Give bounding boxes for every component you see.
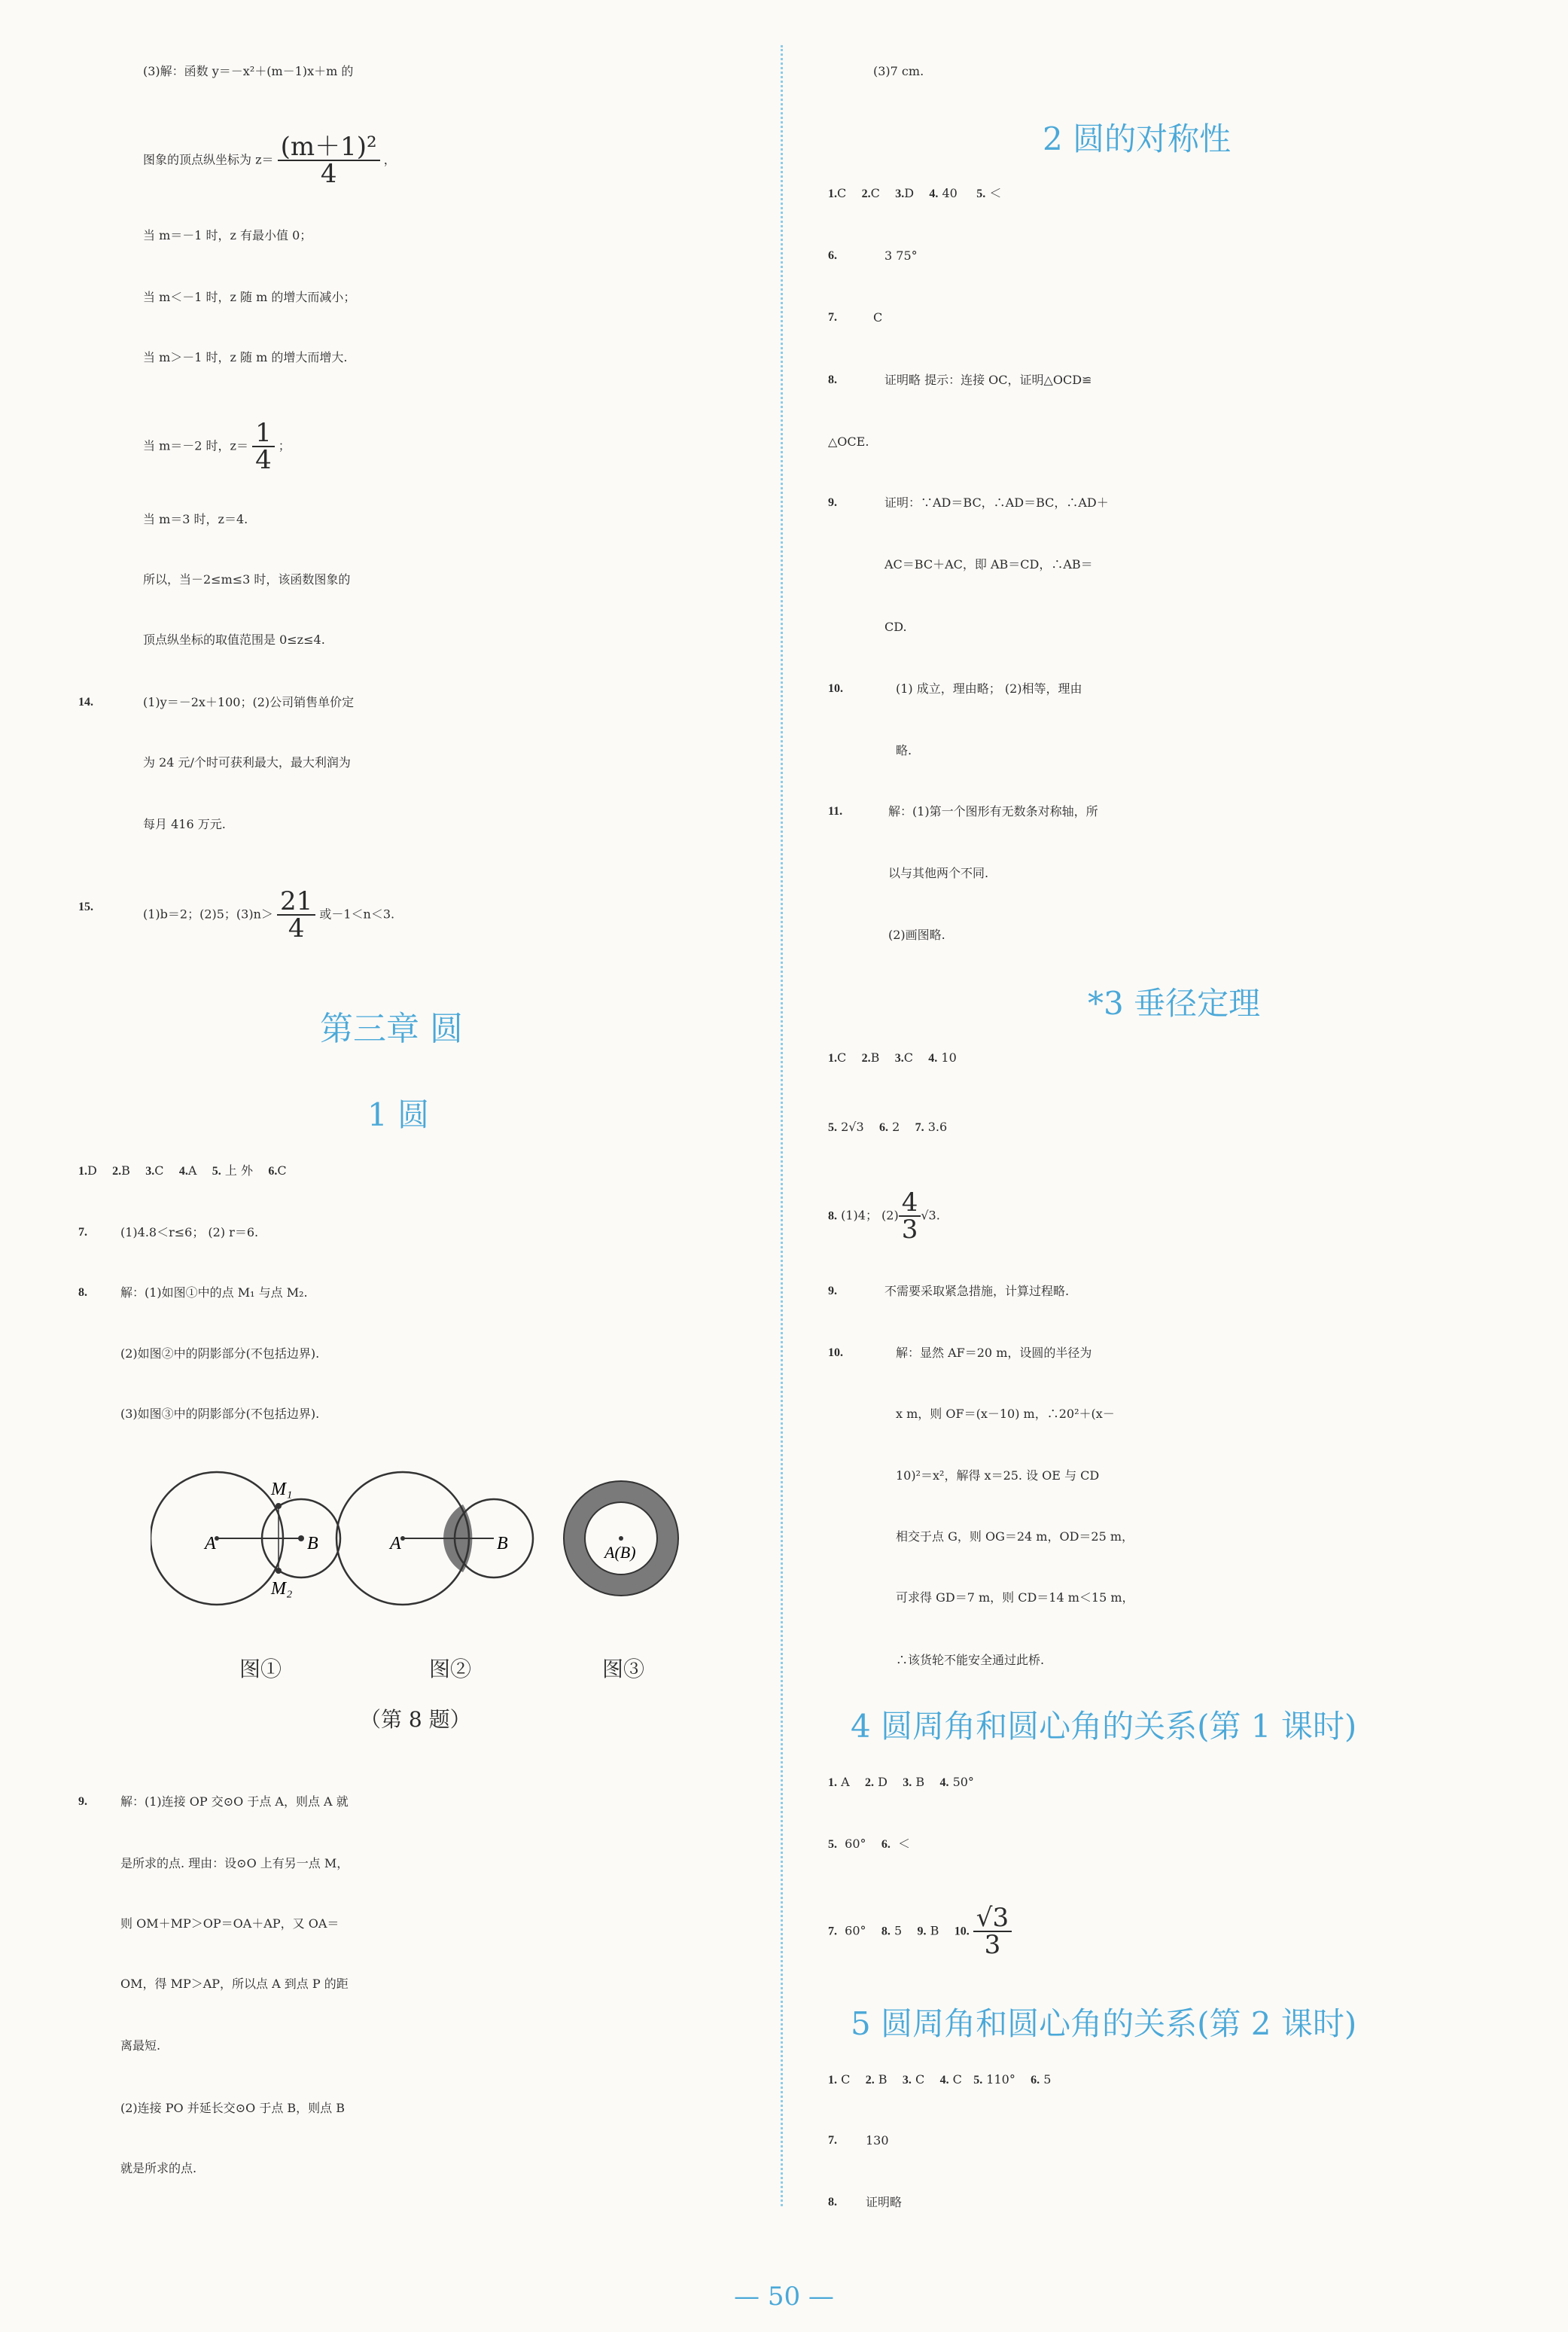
question-number: 2.: [861, 187, 871, 200]
answer: B: [930, 1923, 939, 1938]
answer-row: [828, 1905, 1012, 1958]
text-line: 解：(1)第一个图形有无数条对称轴，所: [888, 804, 1098, 818]
question-number: 9.: [78, 1795, 87, 1808]
text-line: (1)4.8＜r≤6； (2) r＝6.: [120, 1225, 259, 1239]
question-number: 3.: [895, 187, 905, 200]
answer: 110°: [986, 2072, 1015, 2087]
text-line: 相交于点 G，则 OG＝24 m，OD＝25 m，: [896, 1529, 1134, 1544]
question-number: 1.: [828, 2074, 837, 2087]
answer: C: [915, 2072, 925, 2087]
section-title: 2 圆的对称性: [1043, 120, 1232, 157]
text-line: C: [873, 310, 883, 325]
text-line: 证明：∵AD＝BC，∴AD＝BC，∴AD＋: [884, 495, 1109, 510]
text-line: [143, 134, 396, 187]
text-segment: ，: [383, 152, 396, 167]
question-number: 5.: [973, 2074, 983, 2087]
text-line: [143, 420, 291, 473]
question-number: 3.: [902, 2074, 912, 2087]
question-number: 7.: [828, 2134, 837, 2147]
text-line: (2)如图②中的阴影部分(不包括边界).: [120, 1346, 320, 1361]
answer: B: [121, 1163, 130, 1178]
answer: B: [878, 2072, 888, 2087]
figure-label: 图③: [602, 1657, 645, 1681]
question-number: 8.: [881, 1925, 891, 1938]
text-line: 为 24 元/个时可获利最大，最大利润为: [143, 755, 351, 770]
answer: 40: [942, 186, 958, 200]
question-number: 1.: [828, 187, 837, 200]
answer-row: [828, 175, 1001, 213]
text-line: (3)7 cm.: [873, 64, 924, 78]
text-line: x m，则 OF＝(x－10) m，∴20²＋(x－: [896, 1407, 1115, 1421]
text-line: AC＝BC＋AC，即 AB＝CD，∴AB＝: [884, 557, 1093, 572]
text-line: 则 OM＋MP＞OP＝OA＋AP，又 OA＝: [120, 1916, 339, 1931]
answer: A: [841, 1775, 850, 1789]
answer: B: [915, 1775, 925, 1789]
text-segment: (1)b＝2；(2)5；(3)n＞: [143, 907, 273, 922]
text-line: (3)解：函数 y＝－x²＋(m－1)x＋m 的: [143, 64, 354, 78]
answer: 2√3: [841, 1120, 864, 1134]
text-line: 可求得 GD＝7 m，则 CD＝14 m＜15 m，: [896, 1590, 1134, 1605]
fraction-denominator: 3: [984, 1930, 1001, 1960]
text-line: 略.: [896, 743, 912, 758]
answer-row: [828, 1039, 957, 1078]
question-number: 8.: [828, 2196, 837, 2209]
answer: 60°: [845, 1923, 866, 1938]
question-number: 7.: [915, 1121, 924, 1134]
fraction-denominator: 4: [320, 159, 337, 189]
question-number: 1.: [828, 1776, 837, 1789]
text-segment: 或－1＜n＜3.: [319, 907, 395, 922]
text-line: 3 75°: [884, 248, 918, 263]
question-number: 3.: [903, 1776, 912, 1789]
answer: D: [878, 1775, 888, 1789]
answer: C: [837, 1050, 847, 1065]
figure-caption: （第 8 题）: [360, 1707, 471, 1732]
question-number: 4.: [929, 187, 939, 200]
text-segment: 图象的顶点纵坐标为 z＝: [143, 152, 274, 167]
fraction-numerator: √3: [973, 1905, 1012, 1932]
fraction-numerator: (m＋1)²: [278, 134, 380, 161]
fraction-denominator: 4: [288, 913, 305, 943]
label-b: B: [497, 1534, 508, 1553]
text-line: OM，得 MP＞AP，所以点 A 到点 P 的距: [120, 1977, 349, 1991]
text-line: (2)画图略.: [888, 928, 945, 942]
fraction: [973, 1905, 1012, 1958]
answer: C: [841, 2072, 851, 2087]
question-number: 1.: [78, 1165, 87, 1178]
text-line: (2)连接 PO 并延长交⊙O 于点 B，则点 B: [120, 2101, 346, 2115]
question-number: 10.: [828, 682, 843, 695]
point-ab: [619, 1536, 623, 1541]
question-number: 9.: [917, 1925, 927, 1938]
answer: 上 外: [224, 1163, 253, 1178]
text-line: 以与其他两个不同.: [888, 866, 989, 880]
question-number: 2.: [865, 1776, 874, 1789]
question-number: 3.: [145, 1165, 155, 1178]
question-number: 15.: [78, 901, 93, 913]
question-number: 4.: [939, 2074, 949, 2087]
answer: C: [870, 186, 880, 200]
text-line: [143, 886, 395, 943]
fraction: [278, 134, 380, 187]
answer: 60°: [845, 1837, 866, 1851]
text-segment: ；: [278, 438, 291, 453]
section-title: 1 圆: [367, 1096, 430, 1133]
text-line: 顶点纵坐标的取值范围是 0≤z≤4.: [143, 633, 325, 647]
question-number: 10.: [828, 1346, 843, 1359]
text-line: ∴该货轮不能安全通过此桥.: [896, 1653, 1045, 1667]
answer: D: [904, 186, 915, 200]
answer: 10: [941, 1050, 957, 1065]
figure-circles: [151, 1465, 693, 1615]
question-number: 1.: [828, 1052, 837, 1065]
answer-row: [828, 1825, 910, 1864]
chapter-title: 第三章 圆: [320, 1010, 463, 1048]
question-number: 10.: [954, 1925, 970, 1938]
answer: 2: [892, 1120, 900, 1134]
fraction-denominator: 4: [255, 445, 272, 475]
answer: 5: [1043, 2072, 1052, 2087]
label-b: B: [307, 1534, 318, 1553]
answer: C: [903, 1050, 913, 1065]
label-a: A: [390, 1534, 401, 1553]
answer: D: [87, 1163, 97, 1178]
text-segment: √3.: [921, 1208, 940, 1223]
section-title: 5 圆周角和圆心角的关系(第 2 课时): [851, 2005, 1357, 2042]
answer: A: [187, 1163, 197, 1178]
answer: C: [277, 1163, 287, 1178]
question-number: 14.: [78, 696, 93, 709]
figure-3: [564, 1481, 678, 1596]
fraction-numerator: 21: [277, 889, 315, 916]
text-line: 离最短.: [120, 2038, 161, 2053]
column-divider: [781, 45, 783, 2206]
question-number: 5.: [976, 187, 986, 200]
text-line: 解：(1)如图①中的点 M₁ 与点 M₂.: [120, 1285, 308, 1300]
question-number: 4.: [928, 1052, 938, 1065]
answer: B: [870, 1050, 880, 1065]
point-b: [298, 1535, 304, 1541]
question-number: 7.: [78, 1226, 87, 1239]
label-m1: M₁: [271, 1480, 293, 1499]
answer-row: [828, 1763, 974, 1802]
text-line: 130: [866, 2133, 889, 2148]
question-number: 6.: [881, 1838, 891, 1851]
question-number: 5.: [828, 1838, 837, 1851]
figure-label: 图②: [429, 1657, 472, 1681]
answer: C: [952, 2072, 962, 2087]
text-line: 当 m＝3 时，z＝4.: [143, 512, 248, 526]
text-line: CD.: [884, 620, 907, 634]
question-number: 6.: [828, 249, 837, 262]
question-number: 5.: [828, 1121, 837, 1134]
label-m2: M₂: [271, 1579, 293, 1599]
question-number: 6.: [268, 1165, 278, 1178]
answer: ＜: [989, 186, 1002, 200]
text-line: 证明略: [866, 2195, 903, 2209]
figure-1: [151, 1472, 340, 1605]
answer: 5: [894, 1923, 903, 1938]
question-number: 2.: [861, 1052, 871, 1065]
question-number: 6.: [879, 1121, 888, 1134]
text-line: 解：显然 AF＝20 m，设圆的半径为: [896, 1346, 1092, 1360]
text-line: 当 m＞－1 时，z 随 m 的增大而增大.: [143, 350, 348, 364]
question-number: 5.: [212, 1165, 221, 1178]
question-number: 8.: [828, 373, 837, 386]
question-number: 8.: [828, 1209, 837, 1223]
text-line: (3)如图③中的阴影部分(不包括边界).: [120, 1407, 320, 1421]
text-line: 不需要采取紧急措施，计算过程略.: [884, 1284, 1070, 1298]
question-number: 7.: [828, 311, 837, 324]
section-title: *3 垂径定理: [1088, 985, 1261, 1022]
text-line: 当 m＝－1 时，z 有最小值 0；: [143, 228, 312, 242]
question-number: 11.: [828, 805, 843, 818]
text-segment: (1)4； (2): [841, 1208, 899, 1223]
text-line: 证明略 提示：连接 OC，证明△OCD≌: [884, 373, 1092, 387]
figure-label: 图①: [239, 1657, 282, 1681]
figure-2: [336, 1472, 533, 1605]
text-line: 就是所求的点.: [120, 2161, 197, 2175]
point-a: [400, 1536, 405, 1541]
fraction-numerator: 1: [252, 420, 275, 447]
label-ab: A(B): [604, 1543, 636, 1562]
question-number: 4.: [178, 1165, 188, 1178]
question-number: 3.: [894, 1052, 904, 1065]
answer: ＜: [898, 1837, 911, 1851]
text-line: 10)²＝x²，解得 x＝25. 设 OE 与 CD: [896, 1468, 1100, 1483]
text-line: (1)y＝－2x＋100；(2)公司销售单价定: [143, 695, 355, 709]
fraction: [252, 420, 275, 473]
question-number: 6.: [1031, 2074, 1040, 2087]
question-number: 7.: [828, 1925, 837, 1938]
fraction: [277, 886, 315, 943]
fraction-denominator: 3: [901, 1215, 918, 1245]
text-line: 当 m＜－1 时，z 随 m 的增大而减小；: [143, 290, 356, 304]
answer-row: [78, 1152, 287, 1190]
fraction: [899, 1187, 921, 1245]
answer: C: [837, 186, 847, 200]
label-a: A: [205, 1534, 216, 1553]
text-line: 所以，当－2≤m≤3 时，该函数图象的: [143, 572, 351, 587]
answer: C: [154, 1163, 164, 1178]
question-number: 2.: [112, 1165, 122, 1178]
text-line: (1) 成立，理由略； (2)相等，理由: [896, 681, 1082, 696]
page-number: — 50 —: [734, 2282, 834, 2312]
text-segment: 当 m＝－2 时，z＝: [143, 438, 248, 453]
answer-row: [828, 2061, 1051, 2099]
fraction-numerator: 4: [899, 1190, 921, 1217]
answer: 50°: [952, 1775, 974, 1789]
text-line: 是所求的点. 理由：设⊙O 上有另一点 M，: [120, 1856, 349, 1870]
answer: 3.6: [927, 1120, 948, 1134]
text-line: △OCE.: [828, 434, 869, 449]
text-line: 每月 416 万元.: [143, 817, 226, 831]
question-number: 8.: [78, 1286, 87, 1299]
section-title: 4 圆周角和圆心角的关系(第 1 课时): [851, 1708, 1357, 1745]
question-number: 9.: [828, 1285, 837, 1297]
question-number: 9.: [828, 496, 837, 509]
question-number: 4.: [939, 1776, 949, 1789]
answer-row: [828, 1108, 947, 1147]
text-line: 解：(1)连接 OP 交⊙O 于点 A，则点 A 就: [120, 1794, 349, 1809]
question-number: 2.: [865, 2074, 875, 2087]
answer-row: [828, 1187, 940, 1245]
